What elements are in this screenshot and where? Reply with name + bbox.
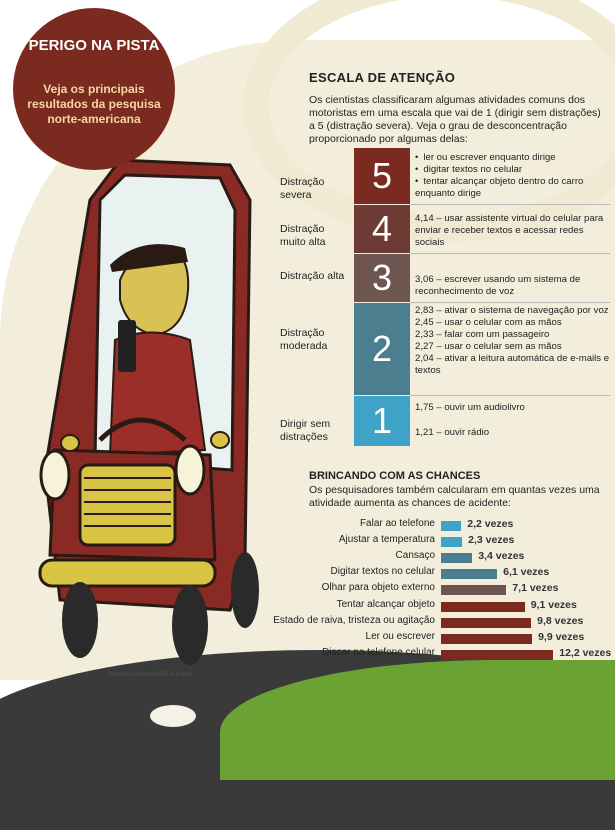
bar-value-label: 2,3 vezes — [468, 534, 515, 547]
level-3 — [278, 254, 608, 302]
headline-badge — [13, 8, 175, 170]
bar — [441, 634, 532, 644]
bar-value-label: 6,1 vezes — [503, 566, 550, 579]
level-label: Distração moderada — [280, 327, 328, 352]
bar — [441, 521, 461, 531]
chances-intro: Os pesquisadores também calcularam em quantas vezes uma atividade aumenta as chances de acidente: — [309, 484, 600, 509]
bar — [441, 585, 506, 595]
chances-title: BRINCANDO COM AS CHANCES — [309, 470, 481, 482]
bar-value-label: 9,8 vezes — [537, 614, 584, 627]
bar-category-label: Digitar textos no celular — [330, 566, 435, 578]
level-item: 2,04 – ativar a leitura automática de e-mails e textos — [415, 353, 610, 376]
level-item: • digitar textos no celular — [415, 164, 615, 176]
bar-row — [250, 582, 610, 597]
bar-category-label: Ler ou escrever — [365, 630, 435, 642]
level-items — [415, 402, 615, 439]
bar-row — [250, 566, 610, 581]
bar-row — [250, 647, 610, 662]
road-hole — [150, 705, 196, 727]
level-item: 3,06 – escrever usando um sistema de reconhecimento de voz — [415, 274, 581, 297]
bar — [441, 569, 497, 579]
bar-value-label: 2,2 vezes — [467, 518, 514, 530]
illustration-credit: Cristiano Gomes/CB/D.A Press — [108, 672, 192, 678]
level-item: • tentar alcançar objeto dentro do carro enquanto dirige — [415, 176, 615, 200]
bar — [441, 602, 525, 612]
level-4 — [278, 205, 608, 253]
bar-category-label: Cansaço — [395, 550, 435, 562]
bar-value-label: 7,1 vezes — [512, 582, 559, 595]
bar — [441, 618, 531, 628]
bar-value-label: 3,4 vezes — [478, 550, 525, 563]
level-items — [415, 152, 615, 200]
level-items — [415, 213, 615, 249]
level-item: 2,27 – usar o celular sem as mãos — [415, 341, 562, 352]
bar-category-label: Discar no telefone celular — [322, 646, 435, 658]
level-label: Distração muito alta — [280, 223, 326, 248]
level-label: Distração severa — [280, 176, 325, 201]
level-1 — [278, 396, 608, 446]
bar-value-label: 9,1 vezes — [530, 598, 577, 611]
level-number: 3 — [354, 254, 410, 302]
level-number: 1 — [354, 396, 410, 446]
level-number: 5 — [354, 148, 410, 204]
level-item: 2,45 – usar o celular com as mãos — [415, 317, 562, 328]
level-5 — [278, 148, 608, 204]
level-number: 2 — [354, 303, 410, 395]
bar-category-label: Estado de raiva, tristeza ou agitação — [273, 614, 435, 626]
badge-subtitle: Veja os principais resultados da pesquisa norte-americana — [27, 82, 161, 126]
bar-row — [250, 599, 610, 614]
bar-value-label: 9,9 vezes — [538, 630, 585, 643]
level-items — [415, 274, 615, 298]
scale-title: ESCALA DE ATENÇÃO — [309, 70, 456, 85]
bar-row — [250, 550, 610, 565]
bar-row — [250, 615, 610, 630]
level-item: 1,75 – ouvir um audiolivro — [415, 402, 525, 413]
level-item: • ler ou escrever enquanto dirige — [415, 152, 615, 164]
badge-title: PERIGO NA PISTA — [28, 37, 160, 54]
bar — [441, 650, 553, 660]
level-item: 2,83 – ativar o sistema de navegação por voz — [415, 305, 609, 316]
bar-row — [250, 518, 610, 533]
bar-category-label: Falar ao telefone — [359, 518, 435, 529]
level-item: 1,21 – ouvir rádio — [415, 427, 490, 438]
bar — [441, 553, 472, 563]
bar-value-label: 12,2 vezes — [559, 646, 612, 659]
bar-category-label: Ajustar a temperatura — [338, 534, 435, 546]
level-item: 4,14 – usar assistente virtual do celular para enviar e receber textos e acessar redes sociais — [415, 213, 604, 248]
bar-category-label: Olhar para objeto externo — [321, 582, 435, 594]
level-number: 4 — [354, 205, 410, 253]
level-label: Distração alta — [280, 270, 345, 282]
level-2 — [278, 303, 608, 395]
level-item: 2,33 – falar com um passageiro — [415, 329, 550, 340]
scale-intro: Os cientistas classificaram algumas atividades comuns dos motoristas em uma escala que vai de 1 (dirigir sem distrações) a 5 (distração severa). Veja o grau de desconcentração proporcionado por algumas delas: — [309, 94, 601, 145]
bar-row — [250, 631, 610, 646]
level-label: Dirigir sem distrações — [280, 418, 331, 443]
bar-category-label: Tentar alcançar objeto — [336, 598, 435, 610]
bar — [441, 537, 462, 547]
level-items — [415, 305, 615, 377]
bar-row — [250, 534, 610, 549]
